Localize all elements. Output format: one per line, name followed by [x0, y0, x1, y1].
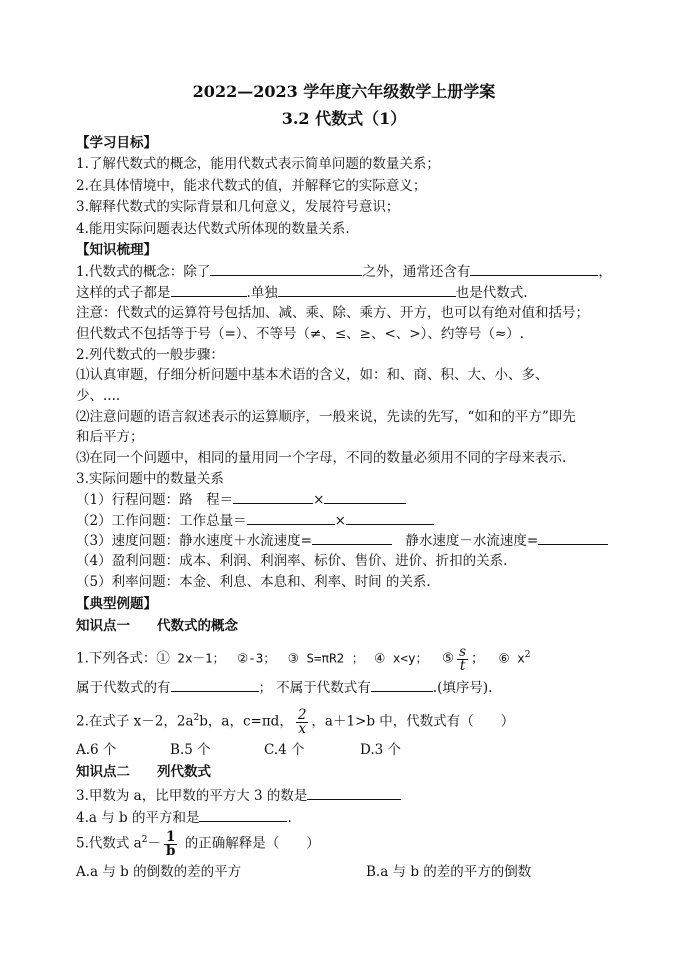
fill-blank[interactable] [470, 261, 598, 276]
fraction-numerator: 1 [164, 831, 177, 845]
q1-item: ④ x<y； [374, 650, 428, 666]
relations-title: 3.实际问题中的数量关系 [76, 471, 224, 487]
q5-fraction [164, 828, 177, 859]
relation-text: （2）工作问题：工作总量＝ [76, 513, 247, 529]
q1-text: .(填序号). [432, 680, 493, 696]
option-b[interactable]: B.5 个 [170, 742, 211, 758]
q5-text: － [147, 835, 161, 852]
fill-blank[interactable] [171, 677, 259, 692]
knowledge-point-1: 知识点一 代数式的概念 [76, 618, 238, 634]
exponent: 2 [193, 713, 200, 723]
goal-item: 3.解释代数式的实际背景和几何意义，发展符号意识； [76, 199, 400, 215]
knowledge-point-2: 知识点二 列代数式 [76, 764, 211, 780]
q3-text: 3.甲数为 a，比甲数的平方大 3 的数是 [76, 788, 308, 804]
fraction-numerator: 2 [297, 706, 307, 723]
note-line: 但代数式不包括等于号（=）、不等号（≠、≤、≥、<、>）、约等号（≈）. [76, 326, 524, 342]
relation-profit: （4）盈利问题：成本、利润、利润率、标价、售价、进价、折扣的关系. [76, 553, 508, 569]
concept-text: 之外，通常还含有 [362, 264, 471, 280]
page-subtitle: 3.2 代数式（1） [281, 109, 407, 128]
relation-work [76, 510, 434, 531]
question-2 [76, 708, 514, 736]
relation-travel [76, 489, 406, 510]
q5-text: 的正确解释是（ ） [180, 835, 320, 852]
concept-text: .单独 [246, 285, 278, 301]
fill-blank[interactable] [324, 489, 406, 504]
q1-item: ⑤ [441, 650, 455, 667]
fraction-denominator: b [165, 842, 176, 859]
relation-text: × [334, 513, 346, 529]
goal-item: 2.在具体情境中，能求代数式的值，并解释它的实际意义； [76, 178, 427, 194]
concept-text: ， [598, 264, 612, 280]
goal-item: 1.了解代数式的概念，能用代数式表示简单问题的数量关系； [76, 156, 440, 172]
q1-fraction [457, 643, 468, 674]
question-2-options [76, 740, 401, 760]
q1-text: 属于代数式的有 [76, 680, 171, 696]
q1-item: ； [471, 650, 485, 667]
relation-interest: （5）利率问题：本金、利息、本息和、利率、时间 的关系. [76, 574, 431, 590]
q1-item: 2x－1； [169, 650, 225, 666]
fill-blank[interactable] [278, 282, 456, 297]
question-5-option-b[interactable]: B.a 与 b 的差的平方的倒数 [366, 864, 532, 880]
fill-blank[interactable] [210, 261, 362, 276]
q2-text: ，a＋1>b 中，代数式有（ ） [311, 713, 515, 730]
step-line: ⑵注意问题的语言叙述表示的运算顺序，一般来说，先读的先写，“如和的平方”即先 [76, 409, 576, 425]
q4-text: . [287, 810, 292, 826]
examples-heading: 【典型例题】 [76, 596, 157, 612]
goals-heading: 【学习目标】 [76, 135, 157, 151]
q1-item: ③ S=πR2 ； [287, 650, 365, 666]
step-line: ⑶在同一个问题中，相同的量用同一个字母，不同的数量必须用不同的字母来表示. [76, 450, 567, 466]
question-3 [76, 785, 401, 806]
question-5-option-a[interactable]: A.a 与 b 的倒数的差的平方 [76, 864, 242, 880]
concept-text: 1.代数式的概念：除了 [76, 264, 211, 280]
option-a[interactable]: A.6 个 [76, 742, 117, 758]
note-line: 注意：代数式的运算符号包括加、减、乘、除、乘方、开方，也可以有绝对值和括号； [76, 305, 589, 321]
concept-text: 也是代数式. [455, 285, 528, 301]
fill-blank[interactable] [171, 282, 247, 297]
fill-blank[interactable] [233, 489, 313, 504]
fraction-denominator: x [298, 720, 306, 737]
q1-text: 1.下列各式：① [76, 650, 170, 667]
goal-item: 4.能用实际问题表达代数式所体现的数量关系. [76, 221, 350, 237]
fill-blank[interactable] [247, 510, 335, 525]
steps-title: 2.列代数式的一般步骤： [76, 347, 224, 363]
fill-blank[interactable] [371, 677, 433, 692]
concept-line-2 [76, 282, 528, 303]
q5-text: 5.代数式 a [76, 835, 142, 852]
q1-item: ②-3； [237, 650, 276, 666]
exponent: 2 [141, 835, 148, 845]
fill-blank[interactable] [538, 530, 608, 545]
relation-text: × [313, 492, 325, 508]
q4-text: 4.a 与 b 的平方和是 [76, 810, 200, 826]
question-5 [76, 830, 320, 858]
q2-fraction [296, 706, 309, 737]
fill-blank[interactable] [346, 510, 434, 525]
fraction-denominator: t [459, 657, 466, 674]
question-4 [76, 807, 292, 828]
q2-text: b，a，c=πd， [199, 713, 293, 730]
step-line: 和后平方； [76, 429, 144, 445]
concept-line-1 [76, 261, 612, 282]
relation-text: （3）速度问题：静水速度＋水流速度= [76, 533, 312, 549]
review-heading: 【知识梳理】 [76, 242, 157, 258]
fill-blank[interactable] [312, 530, 392, 545]
relation-text: （1）行程问题：路 程＝ [76, 492, 234, 508]
q1-text: ； 不属于代数式有 [258, 680, 371, 696]
relation-text: 静水速度－水流速度= [391, 533, 539, 549]
question-1-answer [76, 677, 492, 698]
exponent: 2 [524, 650, 531, 660]
relation-speed [76, 530, 608, 551]
option-c[interactable]: C.4 个 [264, 742, 305, 758]
step-line: ⑴认真审题，仔细分析问题中基本术语的含义，如：和、商、积、大、小、多、 [76, 367, 549, 383]
fraction-numerator: s [459, 643, 467, 660]
page-title: 2022—2023 学年度六年级数学上册学案 [192, 82, 496, 101]
step-line: 少、.... [76, 388, 121, 404]
q1-item: ⑥ x [498, 650, 525, 666]
q2-text: 2.在式子 x－2，2a [76, 713, 194, 730]
option-d[interactable]: D.3 个 [360, 742, 402, 758]
fill-blank[interactable] [199, 807, 287, 822]
concept-text: 这样的式子都是 [76, 285, 171, 301]
fill-blank[interactable] [307, 785, 401, 800]
question-1 [76, 645, 531, 673]
